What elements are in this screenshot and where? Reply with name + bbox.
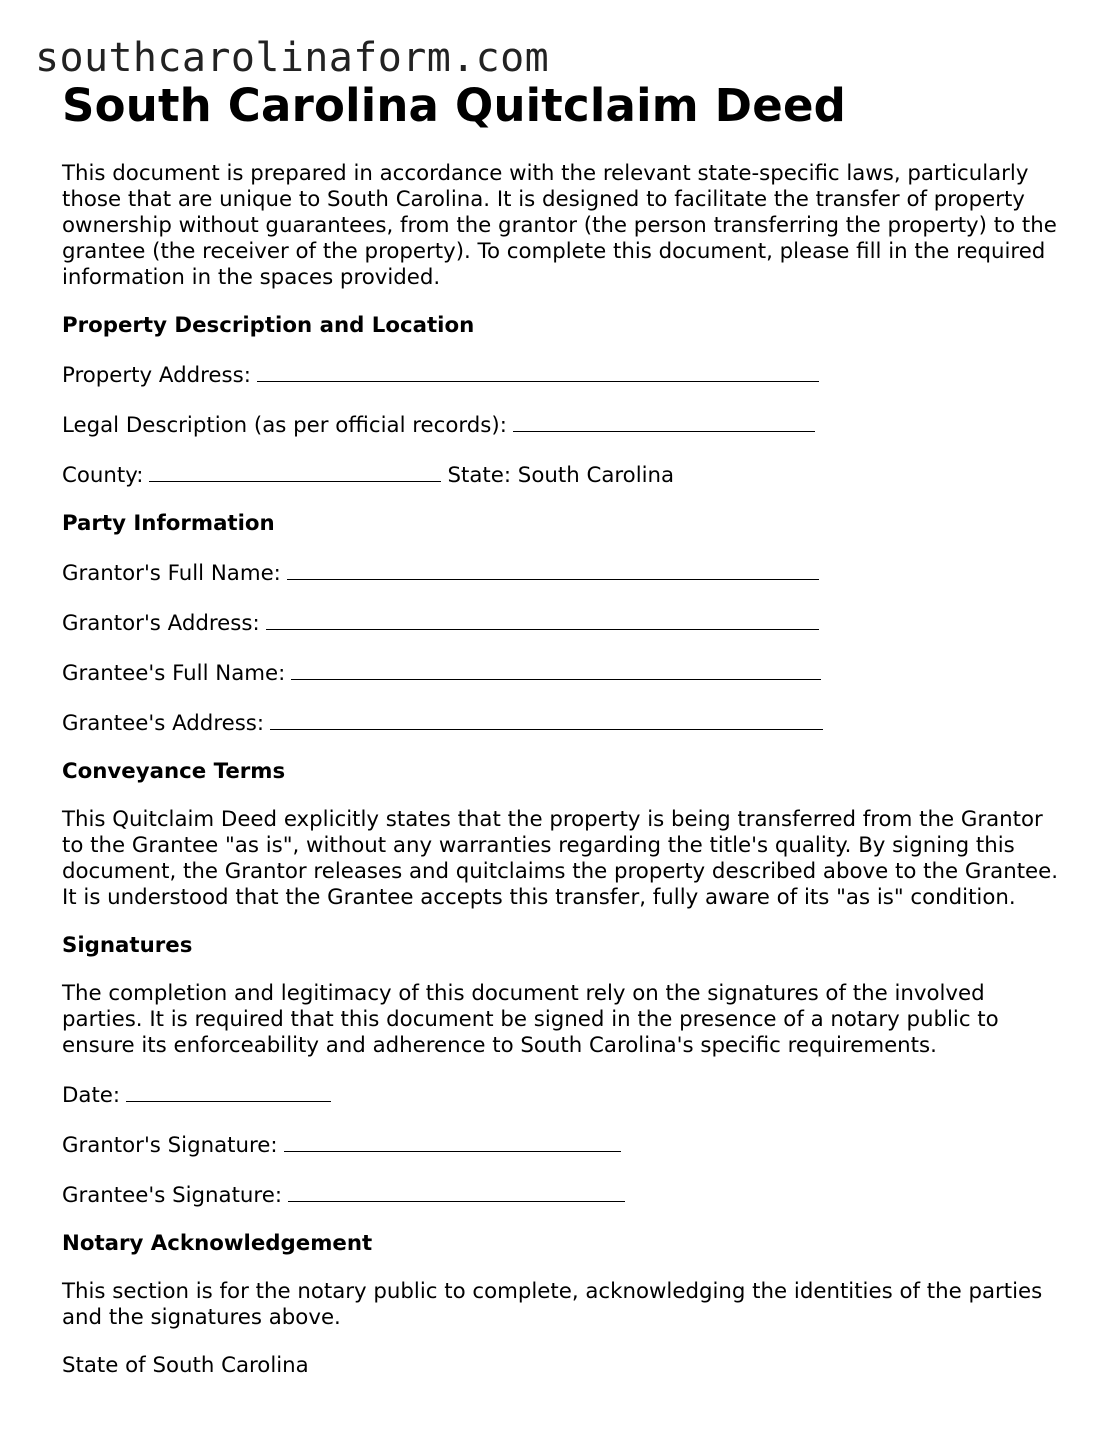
- legal-description-label: Legal Description (as per official records):: [62, 413, 507, 438]
- conveyance-paragraph: This Quitclaim Deed explicitly states that the property is being transferred from the Grantor to the Grantee "as is", without any warranties regarding the title's quality. By signing this document, the Grantor releases and quitclaims the property described above to the Grantee. It is understood that the Grantee accepts this transfer, fully aware of its "as is" condition.: [62, 807, 1059, 910]
- property-address-field[interactable]: [257, 361, 819, 382]
- legal-description-field[interactable]: [513, 411, 815, 432]
- grantor-name-field[interactable]: [287, 559, 819, 580]
- grantor-name-label: Grantor's Full Name:: [62, 561, 281, 586]
- county-field[interactable]: [149, 461, 441, 482]
- state-text: State: South Carolina: [447, 463, 675, 488]
- signatures-section-heading: Signatures: [62, 933, 193, 958]
- property-address-row: [62, 361, 1062, 389]
- document-page: [62, 78, 1062, 1379]
- grantee-name-label: Grantee's Full Name:: [62, 661, 286, 686]
- grantor-signature-label: Grantor's Signature:: [62, 1133, 278, 1158]
- grantor-signature-field[interactable]: [284, 1131, 621, 1152]
- grantee-signature-label: Grantee's Signature:: [62, 1183, 282, 1208]
- date-label: Date:: [62, 1083, 121, 1108]
- grantee-name-row: [62, 659, 1062, 687]
- grantor-signature-row: [62, 1131, 1062, 1159]
- grantee-name-field[interactable]: [291, 659, 821, 680]
- notary-paragraph: This section is for the notary public to complete, acknowledging the identities of the parties and the signatures above.: [62, 1279, 1043, 1330]
- grantor-name-row: [62, 559, 1062, 587]
- site-watermark: southcarolinaform.com: [35, 35, 550, 81]
- grantor-address-row: [62, 609, 1062, 637]
- intro-paragraph: This document is prepared in accordance with the relevant state-specific laws, particularly those that are unique to South Carolina. It is designed to facilitate the transfer of property ownership without guarantees, from the grantor (the person transferring the property) to the grantee (the receiver of the property). To complete this document, please fill in the required information in the spaces provided.: [62, 161, 1057, 290]
- conveyance-section-heading: Conveyance Terms: [62, 759, 286, 784]
- property-section-heading: Property Description and Location: [62, 313, 475, 338]
- notary-section-heading: Notary Acknowledgement: [62, 1231, 373, 1256]
- grantee-address-row: [62, 709, 1062, 737]
- county-state-row: [62, 461, 1062, 489]
- date-row: [62, 1081, 1062, 1109]
- property-address-label: Property Address:: [62, 363, 251, 388]
- grantee-address-label: Grantee's Address:: [62, 711, 265, 736]
- grantee-signature-row: [62, 1181, 1062, 1209]
- date-field[interactable]: [126, 1081, 331, 1102]
- document-title: South Carolina Quitclaim Deed: [62, 79, 847, 132]
- grantee-signature-field[interactable]: [288, 1181, 625, 1202]
- grantor-address-field[interactable]: [266, 609, 819, 630]
- notary-state-line: State of South Carolina: [62, 1353, 309, 1378]
- legal-description-row: [62, 411, 1062, 439]
- signatures-paragraph: The completion and legitimacy of this document rely on the signatures of the involved parties. It is required that this document be signed in the presence of a notary public to ensure its enforceability and adherence to South Carolina's specific requirements.: [62, 981, 999, 1058]
- county-label: County:: [62, 463, 144, 488]
- grantee-address-field[interactable]: [270, 709, 823, 730]
- party-section-heading: Party Information: [62, 511, 275, 536]
- grantor-address-label: Grantor's Address:: [62, 611, 260, 636]
